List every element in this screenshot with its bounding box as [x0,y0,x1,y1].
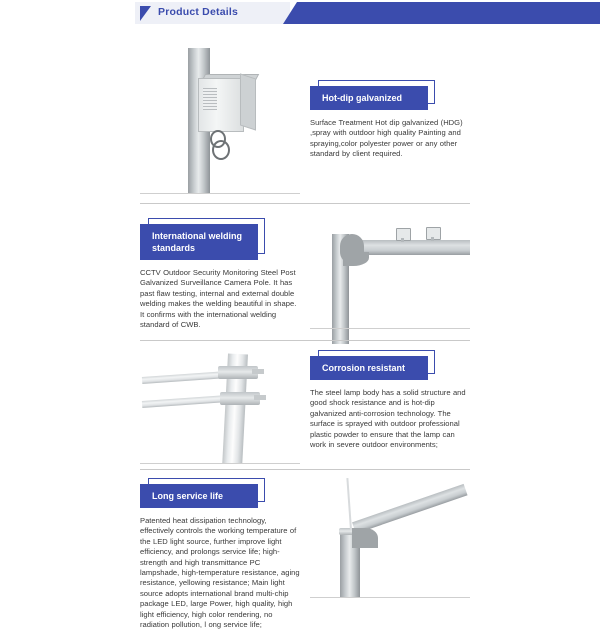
callout-label-corrosion-resistant [310,356,435,380]
section-international-welding-standards [140,216,470,346]
cross-arm-upper [142,371,228,384]
callout-label-text: International welding standards [140,224,258,260]
callout-label-text: Hot-dip galvanized [310,86,428,110]
callout-label-international-welding-standards [140,224,265,260]
bolt-lower [254,395,266,400]
photo-baseline [140,463,300,464]
white-pole-with-cross-arm-brackets-photo [140,348,300,464]
callout-label-long-service-life [140,484,265,508]
section-long-service-life [140,478,470,630]
section-body-text: CCTV Outdoor Security Monitoring Steel Post Galvanized Surveillance Camera Pole. It has past flaw testing, internal and external double welding makes the welding beautiful in shape. It confirms with the international welding standard of CWB. [140,268,297,330]
text-block-hot-dip-galvanized [310,86,470,160]
page-header [135,2,600,24]
camera-stem-2 [431,237,434,241]
section-divider-1 [140,203,470,204]
photo-baseline [140,193,300,194]
photo-baseline [310,597,470,598]
control-box-side [240,73,256,130]
camera-stem-1 [401,238,404,242]
callout-label-text: Long service life [140,484,258,508]
box-vent-strip [203,88,217,110]
text-block-international-welding-standards [140,224,300,330]
section-body-text: Patented heat dissipation technology, effectively controls the working temperature of the LED light source, further improve light efficiency, and prolongs service life; high-strength and high transmittance PC lampshade, high-temperature resistance, aging resistance, yellowing resistance; Main light source adopts international brand multi-chip package LED, large Power, high quality, high light efficiency, high color rendering, no radiation pollution, l ong service life; [140,516,300,630]
section-body-text: The steel lamp body has a solid structure and good shock resistance and is hot-dip galvanized anti-corrosion technology. The surface is sprayed with outdoor professional plastic powder to ensure that the lamp can work in severe outdoor environments; [310,388,466,450]
triangle-marker-icon [140,6,151,21]
section-divider-3 [140,469,470,470]
photo-baseline [310,328,470,329]
text-block-long-service-life [140,484,300,630]
section-body-text: Surface Treatment Hot dip galvanized (HDG) ,spray with outdoor high quality Painting and spraying,color polyester power or any other standard by client required. [310,118,463,159]
section-hot-dip-galvanized [140,46,470,196]
callout-label-text: Corrosion resistant [310,356,428,380]
callout-label-hot-dip-galvanized [310,86,435,110]
antenna-rod [346,478,351,530]
weld-gusset [343,252,369,266]
section-divider-2 [140,340,470,341]
header-blue-banner [283,2,600,24]
cable-loop-lower [212,140,230,160]
pole-with-angled-arm-and-antenna-photo [310,478,470,598]
pole-mounted-control-box-photo [140,46,300,194]
welded-pole-joint-with-camera-mounts-photo [310,216,470,344]
page-title: Product Details [158,6,239,18]
section-corrosion-resistant [140,348,470,466]
angled-arm [352,484,467,534]
arm-weld-joint [352,528,378,548]
cross-arm-lower [142,395,228,408]
bolt-upper [252,369,264,374]
text-block-corrosion-resistant [310,356,470,450]
